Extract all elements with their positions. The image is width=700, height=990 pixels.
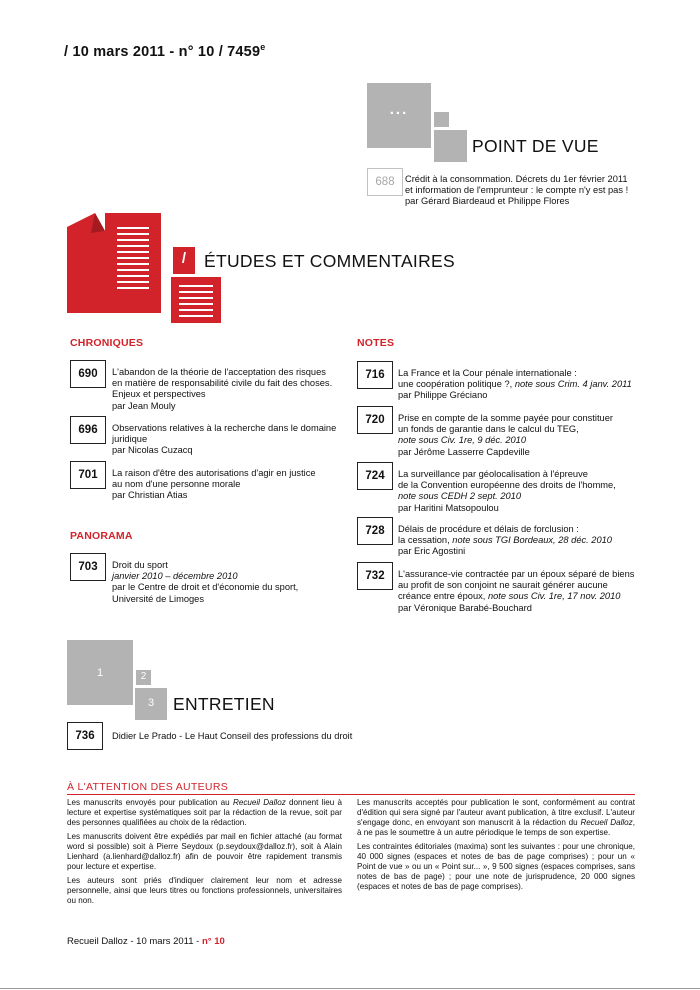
bottom-rule: [0, 988, 700, 989]
note-entry[interactable]: Délais de procédure et délais de forclusion : la cessation, note sous TGI Bordeaux, 28 déc. 2010 par Eric Agostini: [398, 524, 612, 557]
point-de-vue-box-medium: [434, 130, 467, 162]
document-icon: [67, 213, 227, 323]
entry-number[interactable]: 724: [357, 462, 393, 490]
attention-paragraph: Les manuscrits envoyés pour publication au Recueil Dalloz donnent lieu à lecture et expertise systématiques soit par la rédaction de la revue, soit par des personnes qualifiées au choix de la rédaction.: [67, 798, 343, 827]
panorama-heading: PANORAMA: [70, 530, 133, 542]
note-entry[interactable]: Prise en compte de la somme payée pour constituer un fonds de garantie dans le calcul du TEG, note sous Civ. 1re, 9 déc. 2010 par Jérôme Lasserre Capdeville: [398, 413, 613, 457]
notes-heading: NOTES: [357, 337, 395, 349]
entry-number[interactable]: 736: [67, 722, 103, 750]
chronique-entry[interactable]: La raison d'être des autorisations d'agir en justice au nom d'une personne morale par Christian Atias: [112, 468, 316, 501]
attention-left-column: [67, 798, 342, 906]
chronique-entry[interactable]: Observations relatives à la recherche dans le domaine juridique par Nicolas Cuzacq: [112, 423, 337, 456]
attention-paragraph: Les manuscrits acceptés pour publication le sont, conformément au contrat d'édition qui sera signé par l'auteur avant publication, à titre exclusif. L'auteur s'engage donc, en envoyant son manuscrit à la rédaction du Recueil Dalloz, à ne pas le soumettre à un autre périodique le temps de son expertise.: [357, 798, 635, 837]
entretien-box-2-label: 2: [140, 671, 147, 682]
attention-paragraph: Les manuscrits doivent être expédiés par mail en fichier attaché (au format word si possible) soit à Pierre Seydoux (p.seydoux@dalloz.fr), soit à Alain Lienhard (a.lienhard@dalloz.fr) afin de pouvoir être rapidement transmis pour lecture et expertise.: [67, 832, 342, 871]
attention-paragraph: Les contraintes éditoriales (maxima) sont les suivantes : pour une chronique, 40 000 signes (espaces et notes de bas de page comprises) ; pour un « Point de vue » ou un « Point sur... », 9 500 signes (espaces comprises, sans notes de bas de page) ; pour une note de jurisprudence, 20 000 signes (espaces et notes de bas de page comprises).: [357, 842, 635, 891]
attention-right-column: [357, 798, 635, 892]
etudes-title: ÉTUDES ET COMMENTAIRES: [204, 251, 455, 271]
note-entry[interactable]: L'assurance-vie contractée par un époux séparé de biens au profit de son conjoint ne saurait générer aucune créance entre époux, note sous Civ. 1re, 17 nov. 2010 par Véronique Barabé-Bouchard: [398, 569, 635, 613]
entry-number[interactable]: 701: [70, 461, 106, 489]
attention-rule: [67, 794, 635, 795]
entretien-box-3-label: 3: [147, 697, 155, 709]
entry-number[interactable]: 696: [70, 416, 106, 444]
panorama-entry[interactable]: Droit du sport janvier 2010 – décembre 2010 par le Centre de droit et d'économie du sport, Université de Limoges: [112, 560, 299, 604]
attention-paragraph: Les auteurs sont priés d'indiquer clairement leur nom et adresse personnelle, ainsi que leurs titres ou fonctions professionnels, universitaires ou non.: [67, 876, 342, 905]
entretien-entry[interactable]: Didier Le Prado - Le Haut Conseil des professions du droit: [112, 731, 353, 741]
point-de-vue-title: POINT DE VUE: [472, 136, 599, 156]
entretien-box-1-label: 1: [96, 667, 104, 679]
note-entry[interactable]: La France et la Cour pénale internationale : une coopération politique ?, note sous Crim. 4 janv. 2011 par Philippe Gréciano: [398, 368, 632, 401]
entry-number[interactable]: 688: [367, 168, 403, 196]
chronique-entry[interactable]: L'abandon de la théorie de l'acceptation des risques en matière de responsabilité civile du fait des choses. Enjeux et perspectives par Jean Mouly: [112, 367, 333, 411]
chroniques-heading: CHRONIQUES: [70, 337, 144, 349]
note-entry[interactable]: La surveillance par géolocalisation à l'épreuve de la Convention européenne des droits de l'homme, note sous CEDH 2 sept. 2010 par Haritini Matsopoulou: [398, 469, 616, 513]
point-de-vue-entry[interactable]: Crédit à la consommation. Décrets du 1er février 2011 et information de l'emprunteur : le compte n'y est pas ! par Gérard Biardeaud et Philippe Flores: [405, 174, 629, 207]
point-de-vue-box-small: [434, 112, 449, 127]
entry-number[interactable]: 690: [70, 360, 106, 388]
entretien-title: ENTRETIEN: [173, 694, 275, 714]
point-de-vue-dots: ...: [389, 101, 409, 118]
attention-title: À L'ATTENTION DES AUTEURS: [67, 781, 229, 793]
entry-number[interactable]: 716: [357, 361, 393, 389]
entry-number[interactable]: 720: [357, 406, 393, 434]
entry-number[interactable]: 703: [70, 553, 106, 581]
issue-header: / 10 mars 2011 - n° 10 / 7459e: [64, 42, 266, 60]
entry-number[interactable]: 728: [357, 517, 393, 545]
etudes-slash: /: [181, 250, 187, 267]
entry-number[interactable]: 732: [357, 562, 393, 590]
page-footer: Recueil Dalloz - 10 mars 2011 - n° 10: [67, 936, 225, 947]
